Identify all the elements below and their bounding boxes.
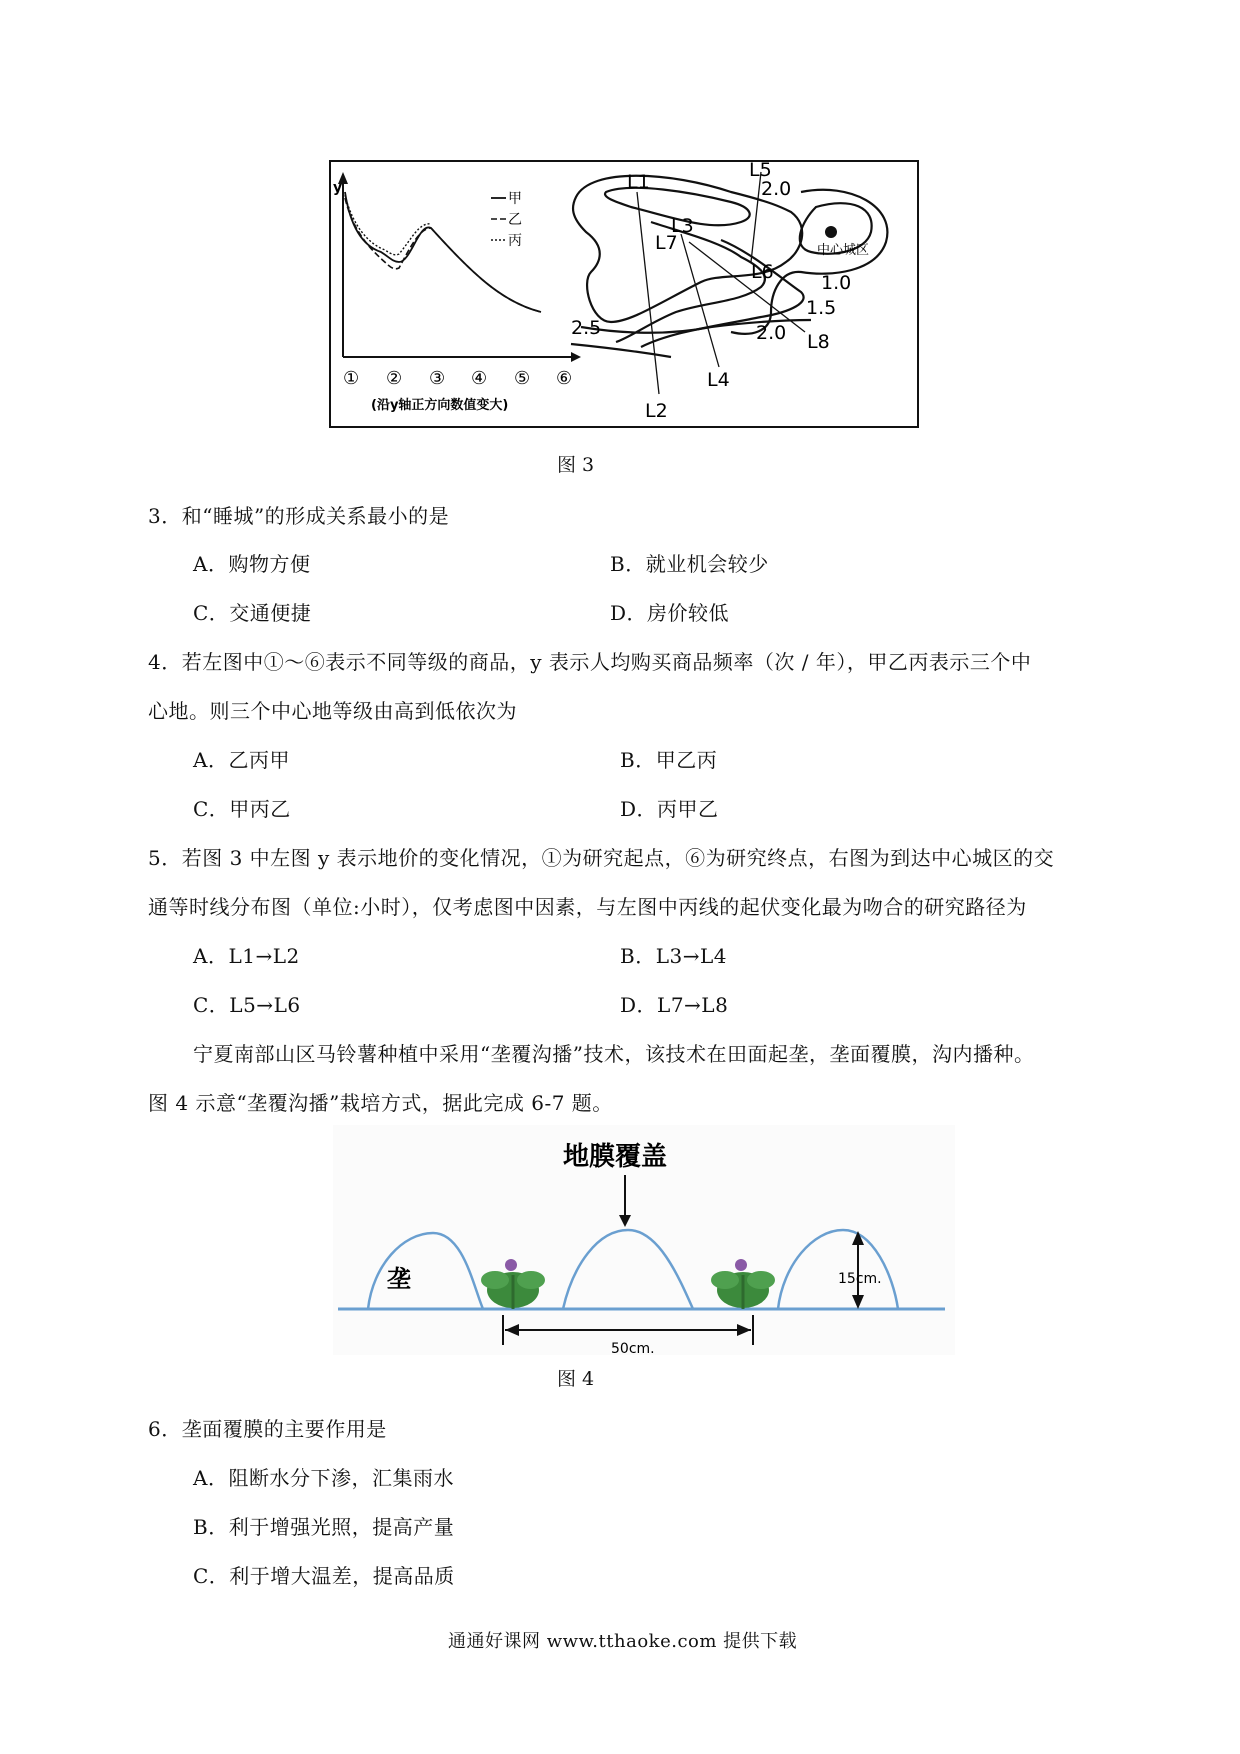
contour-label-2-0-top: 2.0 — [761, 178, 792, 200]
q3-stem: 3．和“睡城”的形成关系最小的是 — [148, 504, 450, 528]
q3-option-b: B．就业机会较少 — [610, 552, 769, 576]
figure-4 — [333, 1125, 955, 1355]
legend-jia: 甲 — [508, 191, 522, 207]
x-axis-arrow — [571, 352, 581, 362]
figure-3-graphic — [331, 162, 917, 426]
q6-option-a: A．阻断水分下渗，汇集雨水 — [193, 1466, 454, 1490]
q4-option-d: D．丙甲乙 — [620, 797, 719, 821]
q5-option-d: D．L7→L8 — [620, 993, 729, 1017]
curve-jia — [345, 192, 541, 312]
q4-option-a: A．乙丙甲 — [193, 748, 290, 772]
figure-4-caption: 图 4 — [557, 1368, 595, 1390]
q6-option-c: C．利于增大温差，提高品质 — [193, 1564, 455, 1588]
q4-option-c: C．甲丙乙 — [193, 797, 291, 821]
film-cover-title: 地膜覆盖 — [563, 1142, 668, 1172]
route-label-l1: L1 — [627, 171, 650, 193]
ridge-label: 垄 — [387, 1265, 411, 1293]
contour-label-2-5: 2.5 — [571, 317, 602, 339]
legend-yi: 乙 — [508, 212, 522, 228]
route-label-l8: L8 — [807, 331, 830, 353]
y-axis-label: y — [333, 180, 343, 196]
intro-line1: 宁夏南部山区马铃薯种植中采用“垄覆沟播”技术，该技术在田面起垄，垄面覆膜，沟内播种。 — [193, 1042, 1035, 1066]
route-label-l5: L5 — [749, 162, 772, 181]
x-tick-3: ③ — [429, 368, 446, 389]
q6-option-b: B．利于增强光照，提高产量 — [193, 1515, 455, 1539]
x-tick-5: ⑤ — [514, 368, 531, 389]
contour-label-2-0: 2.0 — [756, 322, 787, 344]
width-label: 50cm. — [611, 1341, 655, 1355]
q4-option-b: B．甲乙丙 — [620, 748, 718, 772]
q3-option-c: C．交通便捷 — [193, 601, 312, 625]
contour-label-1-5: 1.5 — [806, 297, 837, 319]
q3-option-d: D．房价较低 — [610, 601, 730, 625]
q5-option-a: A．L1→L2 — [193, 944, 300, 968]
q6-stem: 6．垄面覆膜的主要作用是 — [148, 1417, 387, 1441]
x-tick-1: ① — [343, 368, 360, 389]
q4-stem-line2: 心地。则三个中心地等级由高到低依次为 — [148, 699, 517, 723]
x-tick-2: ② — [386, 368, 403, 389]
q5-stem-line1: 5．若图 3 中左图 y 表示地价的变化情况，①为研究起点，⑥为研究终点，右图为到达中心城区的交 — [148, 846, 1055, 870]
x-tick-6: ⑥ — [556, 368, 573, 389]
q5-option-c: C．L5→L6 — [193, 993, 301, 1017]
route-label-l6: L6 — [751, 261, 774, 283]
q4-stem-line1: 4．若左图中①～⑥表示不同等级的商品，y 表示人均购买商品频率（次 / 年），甲乙丙表示三个中 — [148, 650, 1032, 674]
figure-3-caption: 图 3 — [557, 454, 595, 476]
center-city-label: 中心城区 — [817, 243, 870, 258]
intro-line2: 图 4 示意“垄覆沟播”栽培方式，据此完成 6-7 题。 — [148, 1091, 613, 1115]
route-l3-l4 — [681, 234, 719, 367]
curve-bing — [345, 195, 431, 255]
center-city-dot — [825, 226, 837, 238]
contour-2-5 — [571, 344, 671, 357]
x-tick-4: ④ — [471, 368, 488, 389]
x-axis-note: (沿y轴正方向数值变大) — [371, 398, 509, 413]
contour-label-1-0: 1.0 — [821, 272, 852, 294]
route-label-l7: L7 — [655, 232, 678, 254]
route-label-l3: L3 — [671, 215, 694, 237]
legend-bing: 丙 — [508, 233, 522, 249]
q5-stem-line2: 通等时线分布图（单位:小时），仅考虑图中因素，与左图中丙线的起伏变化最为吻合的研究路径为 — [148, 895, 1027, 919]
height-label: 15cm. — [838, 1271, 882, 1287]
route-l5-l6 — [751, 172, 761, 262]
figure-3 — [329, 160, 919, 428]
route-label-l4: L4 — [707, 369, 730, 391]
q5-option-b: B．L3→L4 — [620, 944, 727, 968]
route-l1-l2 — [637, 192, 659, 394]
q3-option-a: A．购物方便 — [193, 552, 311, 576]
route-label-l2: L2 — [645, 400, 668, 422]
route-l7-l8 — [689, 242, 805, 332]
page-footer: 通通好课网 www.tthaoke.com 提供下载 — [448, 1631, 798, 1652]
figure-4-graphic — [333, 1125, 955, 1355]
